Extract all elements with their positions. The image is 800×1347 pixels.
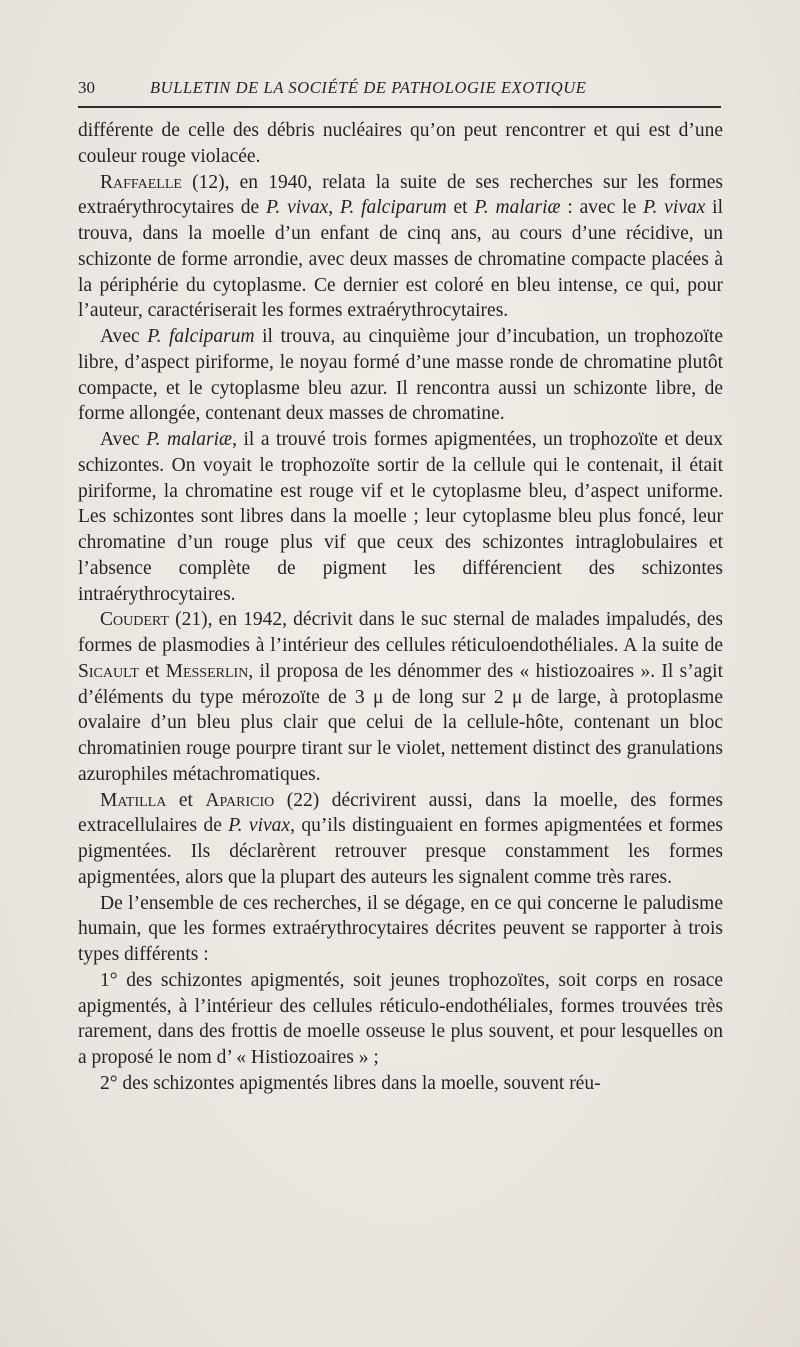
- paragraph-p0: [78, 118, 723, 170]
- text-run: (21), en 1942, décrivit dans le suc sternal de malades impaludés, des formes de plasmodies à l’intérieur des cellules réticuloendothéliales. A la suite de: [78, 609, 723, 656]
- text-run: : avec le: [560, 197, 644, 219]
- text-run: Avec: [100, 429, 147, 450]
- paragraph-p6: [78, 891, 723, 968]
- text-run: et: [138, 660, 166, 682]
- text-run: (12), en 1940, relata la suite de ses recherches sur les formes extraérythrocytaires de: [78, 171, 723, 219]
- paragraph-p2: [78, 324, 723, 427]
- text-run: et: [446, 197, 475, 219]
- paragraph-p3: [78, 427, 723, 607]
- text-run: et: [166, 789, 206, 811]
- paragraph-p7: [78, 968, 723, 1071]
- text-run: 1° des schizontes apigmentés, soit jeunes trophozoïtes, soit corps en rosace apigmentés, à l’intérieur des cellules réticulo-endothéliales, formes trouvées très rarement, dans des frottis de moelle osseuse le plus souvent, et pour lesquelles on a proposé le nom d’ « Histiozoaires » ;: [78, 969, 723, 1068]
- page-header: [78, 76, 721, 102]
- species-name: P. falciparum: [147, 326, 255, 347]
- species-name: P. vivax: [643, 197, 706, 219]
- paragraph-p5: [78, 788, 723, 891]
- text-run: , qu’ils distinguaient en formes apigmentées et formes pigmentées. Ils déclarèrent retrouver presque constamment les formes apigmentées, alors que la plupart des auteurs les signalent comme très rares.: [78, 815, 723, 888]
- text-run: (22) décrivirent aussi, dans la moelle, des formes extracellulaires de: [78, 789, 723, 837]
- text-run: De l’ensemble de ces recherches, il se dégage, en ce qui concerne le paludisme humain, que les formes extraérythrocytaires décrites peuvent se rapporter à trois types différents :: [78, 892, 723, 965]
- author-name: Raffaelle: [100, 171, 182, 193]
- paragraph-p8: [78, 1071, 723, 1097]
- author-name: Matilla: [100, 789, 167, 811]
- species-name: P. malariæ: [474, 197, 561, 219]
- species-name: P. vivax: [266, 197, 329, 219]
- species-name: P. vivax: [228, 815, 291, 837]
- text-run: il trouva, au cinquième jour d’incubation, un trophozoïte libre, d’aspect piriforme, le noyau formé d’une masse ronde de chromatine plutôt compacte, et le cytoplasme bleu azur. Il rencontra aussi un schizonte libre, de forme allongée, contenant deux masses de chromatine.: [78, 326, 723, 425]
- text-run: ,: [328, 197, 340, 219]
- author-name: Aparicio: [205, 789, 275, 811]
- author-name: Sicault: [78, 660, 139, 682]
- author-name: Messerlin: [165, 660, 249, 682]
- page-number: 30: [78, 78, 95, 97]
- text-run: , il a trouvé trois formes apigmentées, un trophozoïte et deux schizontes. On voyait le trophozoïte sortir de la cellule qui le contenait, il était piriforme, la chromatine est rouge vif et le cytoplasme bleu, d’aspect uniforme. Les schizontes sont libres dans la moelle ; leur cytoplasme bleu plus foncé, leur chromatine d’un rouge plus vif que ceux des schizontes intraglobulaires et l’absence complète de pigment les différencient des schizontes intraérythrocytaires.: [78, 429, 723, 605]
- text-run: Avec: [100, 326, 148, 347]
- species-name: P. malariæ: [146, 429, 233, 450]
- text-run: , il proposa de les dénommer des « histiozoaires ». Il s’agit d’éléments du type mérozoïte de 3 μ de long sur 2 μ de large, à protoplasme ovalaire d’un bleu plus clair que celui de la cellule-hôte, contenant un bloc chromatinien rouge pourpre tirant sur le violet, nettement distinct des granulations azurophiles métachromatiques.: [78, 660, 723, 785]
- text-run: différente de celle des débris nucléaires qu’on peut rencontrer et qui est d’une couleur rouge violacée.: [78, 120, 723, 167]
- text-run: il trouva, dans la moelle d’un enfant de cinq ans, au cours d’une récidive, un schizonte de forme arrondie, avec deux masses de chromatine compacte placées à la périphérie du cytoplasme. Ce dernier est coloré en bleu intense, ce qui, pour l’auteur, caractériserait les formes extraérythrocytaires.: [78, 197, 723, 322]
- body-text: [78, 118, 723, 1097]
- header-rule: [78, 106, 721, 108]
- author-name: Coudert: [100, 609, 169, 631]
- paragraph-p4: [78, 607, 723, 787]
- species-name: P. falciparum: [339, 197, 447, 219]
- paragraph-p1: [78, 170, 723, 325]
- running-title: BULLETIN DE LA SOCIÉTÉ DE PATHOLOGIE EXOTIQUE: [150, 78, 587, 97]
- text-run: 2° des schizontes apigmentés libres dans la moelle, souvent réu-: [100, 1072, 601, 1094]
